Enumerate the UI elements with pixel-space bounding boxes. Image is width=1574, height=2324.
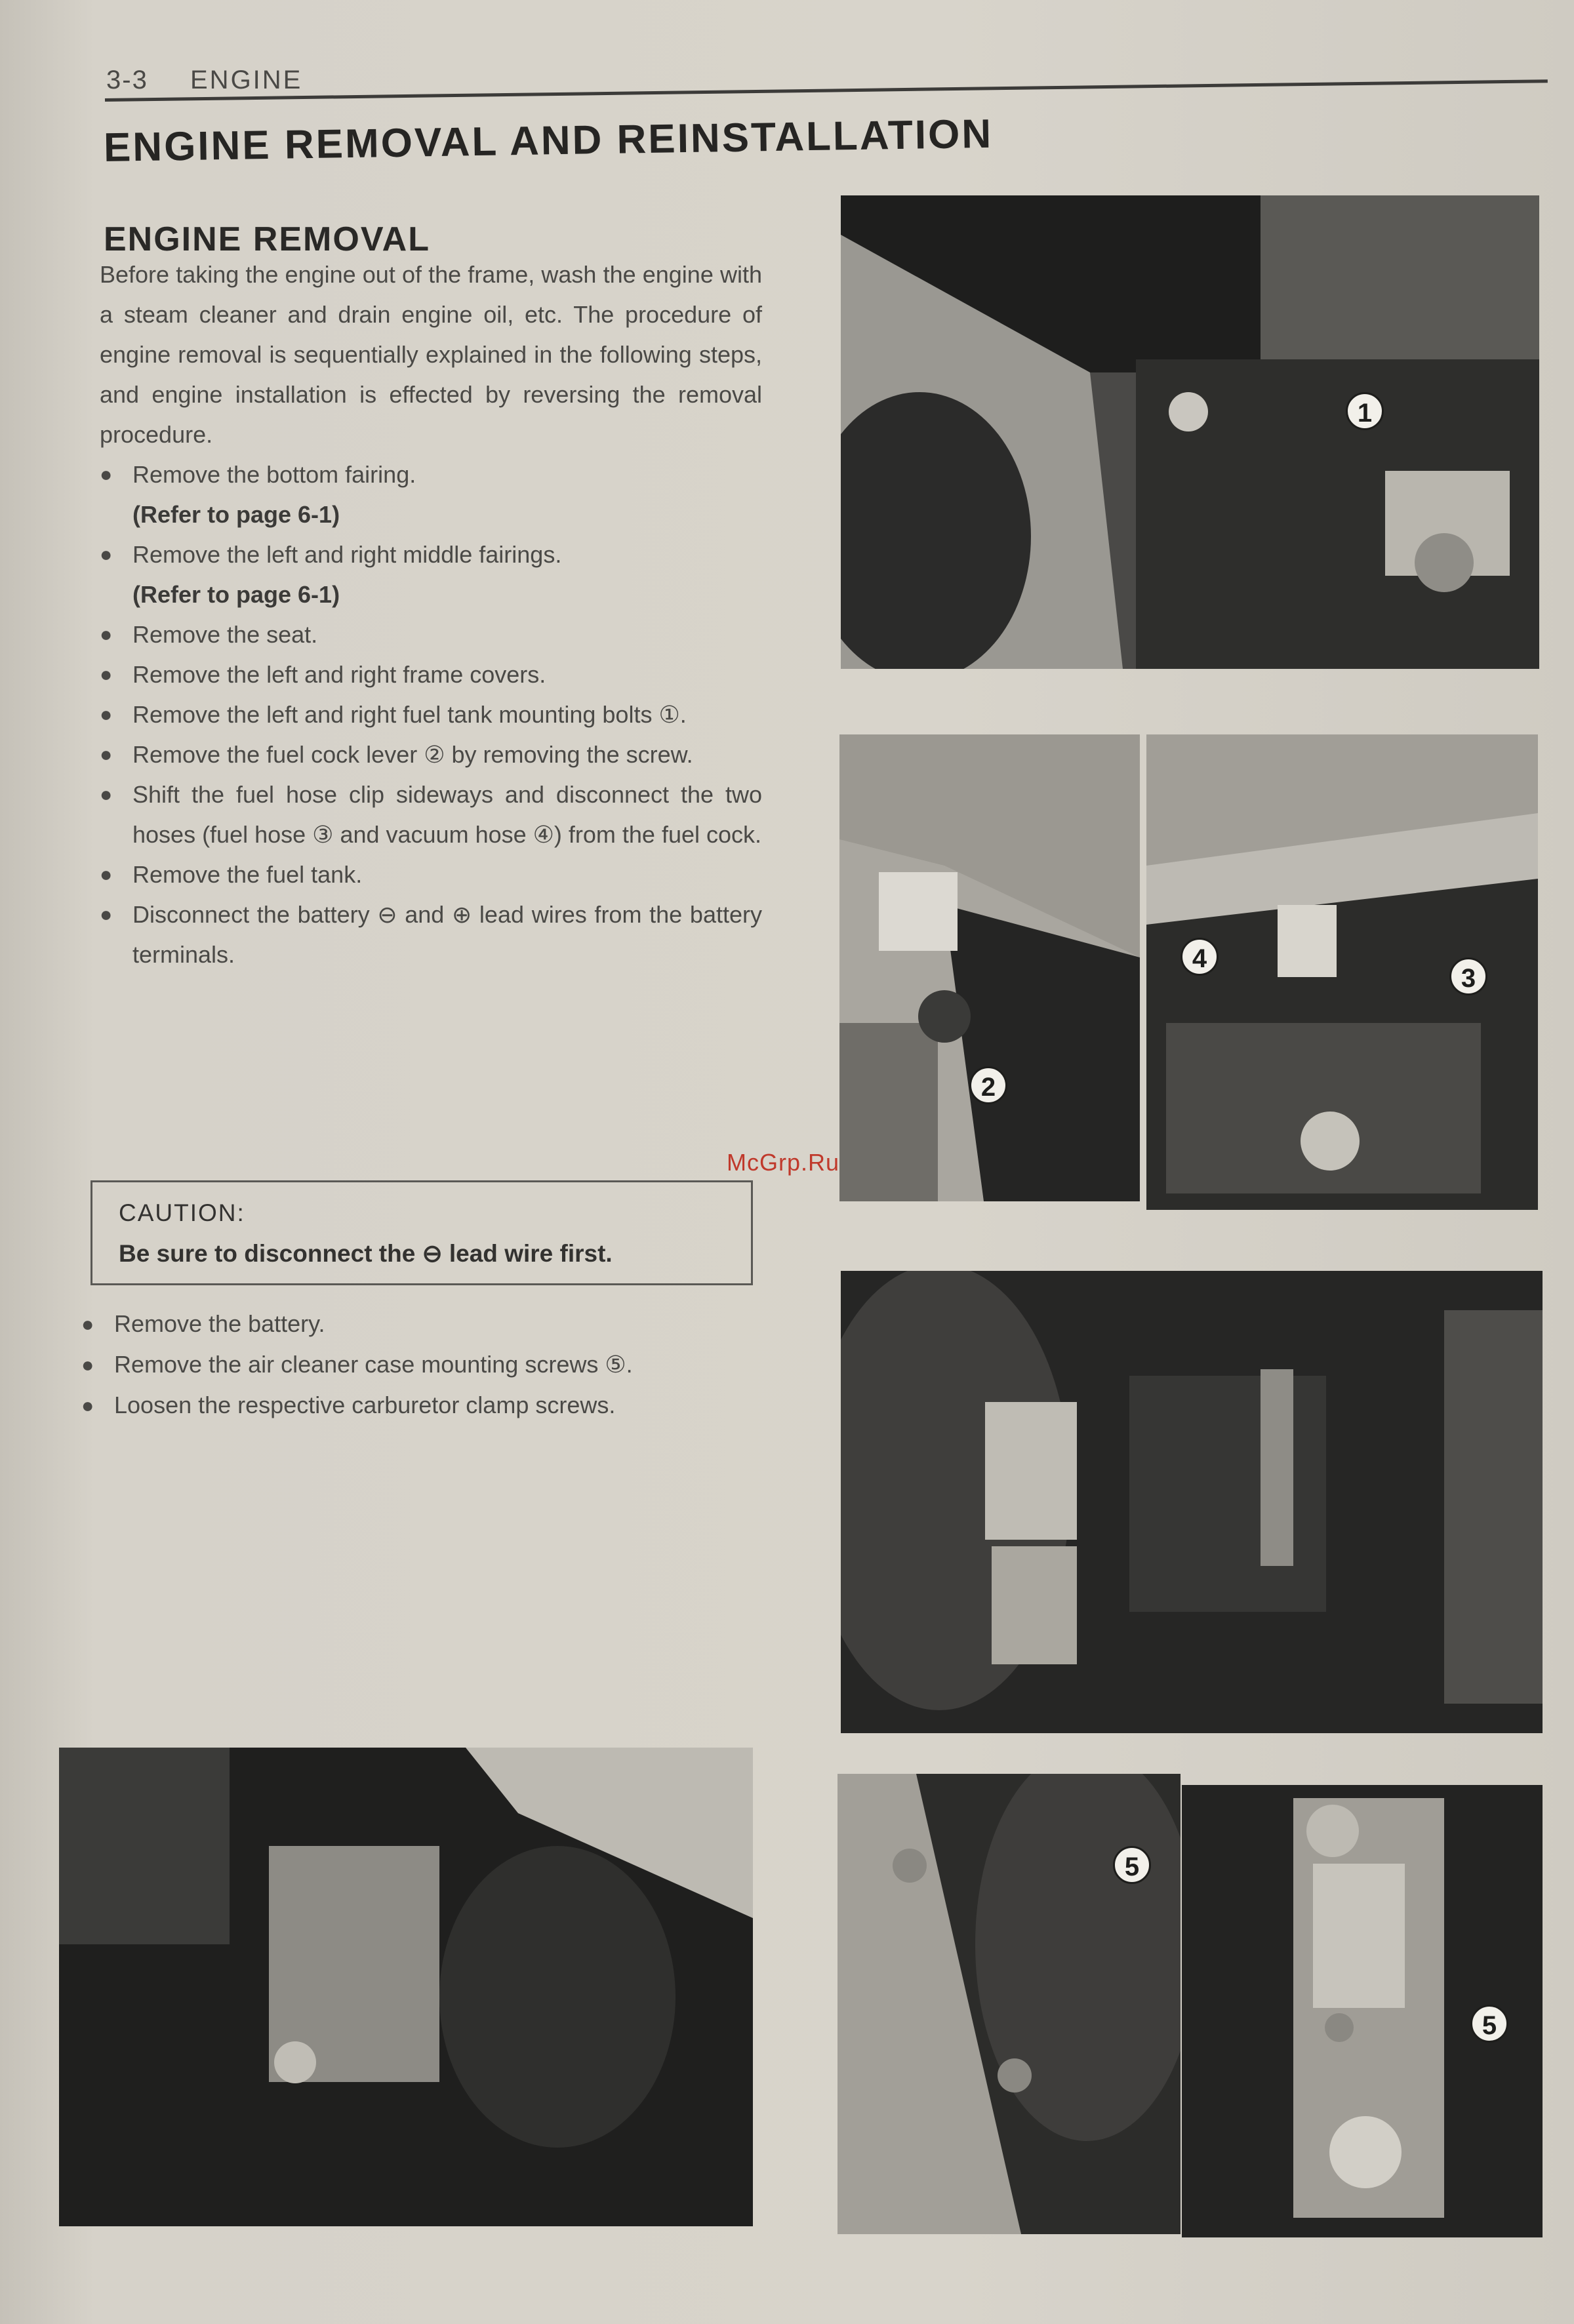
caution-title: CAUTION: bbox=[119, 1199, 245, 1226]
list-item: ● Remove the left and right fuel tank mounting bolts ①. bbox=[100, 694, 762, 734]
list-item: ● Loosen the respective carburetor clamp screws. bbox=[81, 1385, 750, 1426]
bullet-icon: ● bbox=[100, 622, 113, 646]
caution-body: Be sure to disconnect the ⊖ lead wire first. bbox=[119, 1240, 613, 1267]
list-item: ● Remove the bottom fairing. (Refer to page 6-1) bbox=[100, 454, 762, 534]
photo-air-cleaner-right bbox=[1182, 1785, 1543, 2237]
bullet-icon: ● bbox=[100, 862, 113, 886]
photo-fuel-cock-lever bbox=[839, 734, 1140, 1201]
callout-2: 2 bbox=[969, 1066, 1007, 1104]
bullet-icon: ● bbox=[100, 742, 113, 766]
callout-3: 3 bbox=[1449, 957, 1487, 995]
page-number: 3-3 bbox=[106, 66, 148, 94]
bullet-icon: ● bbox=[100, 782, 113, 806]
bullet-icon: ● bbox=[100, 542, 113, 566]
bullet-icon: ● bbox=[100, 662, 113, 686]
callout-5a: 5 bbox=[1113, 1846, 1151, 1884]
watermark: McGrp.Ru bbox=[727, 1149, 840, 1176]
callout-4: 4 bbox=[1180, 938, 1219, 976]
list-item: ● Remove the battery. bbox=[81, 1304, 750, 1344]
list-item: ● Remove the fuel tank. bbox=[100, 854, 762, 894]
bullet-icon: ● bbox=[81, 1393, 94, 1417]
caution-box bbox=[91, 1180, 753, 1285]
list-item: ● Remove the left and right frame covers. bbox=[100, 654, 762, 694]
list-item: ● Remove the fuel cock lever ② by removing the screw. bbox=[100, 734, 762, 774]
photo-fuel-tank-bolt bbox=[841, 195, 1539, 669]
header-rule bbox=[105, 79, 1548, 102]
bullet-icon: ● bbox=[81, 1353, 94, 1376]
photo-fuel-hoses bbox=[1146, 734, 1538, 1210]
bullet-icon: ● bbox=[100, 462, 113, 486]
photo-carburetor bbox=[59, 1748, 753, 2226]
callout-5b: 5 bbox=[1470, 2005, 1508, 2043]
callout-1: 1 bbox=[1346, 392, 1384, 430]
text-column bbox=[100, 254, 762, 974]
text-column-2 bbox=[81, 1304, 750, 1426]
steps-list bbox=[100, 454, 762, 974]
steps-list-2 bbox=[81, 1304, 750, 1426]
list-item: ● Disconnect the battery ⊖ and ⊕ lead wires from the battery terminals. bbox=[100, 894, 762, 974]
list-item: ● Shift the fuel hose clip sideways and disconnect the two hoses (fuel hose ③ and vacuum hose ④) from the fuel cock. bbox=[100, 774, 762, 854]
page-title: ENGINE REMOVAL AND REINSTALLATION bbox=[103, 111, 994, 170]
section-name: ENGINE bbox=[190, 66, 303, 94]
bullet-icon: ● bbox=[100, 702, 113, 726]
list-item: ● Remove the seat. bbox=[100, 614, 762, 654]
section-subtitle: ENGINE REMOVAL bbox=[104, 220, 430, 258]
photo-air-cleaner-left bbox=[837, 1774, 1180, 2234]
bullet-icon: ● bbox=[81, 1312, 94, 1336]
bullet-icon: ● bbox=[100, 902, 113, 926]
photo-battery bbox=[841, 1271, 1543, 1733]
list-item: ● Remove the left and right middle fairings. (Refer to page 6-1) bbox=[100, 534, 762, 614]
intro-paragraph: Before taking the engine out of the frame, wash the engine with a steam cleaner and drain engine oil, etc. The procedure of engine removal is sequentially explained in the following steps, and engine installation is effected by reversing the removal procedure. bbox=[100, 261, 762, 448]
list-item: ● Remove the air cleaner case mounting screws ⑤. bbox=[81, 1344, 750, 1385]
